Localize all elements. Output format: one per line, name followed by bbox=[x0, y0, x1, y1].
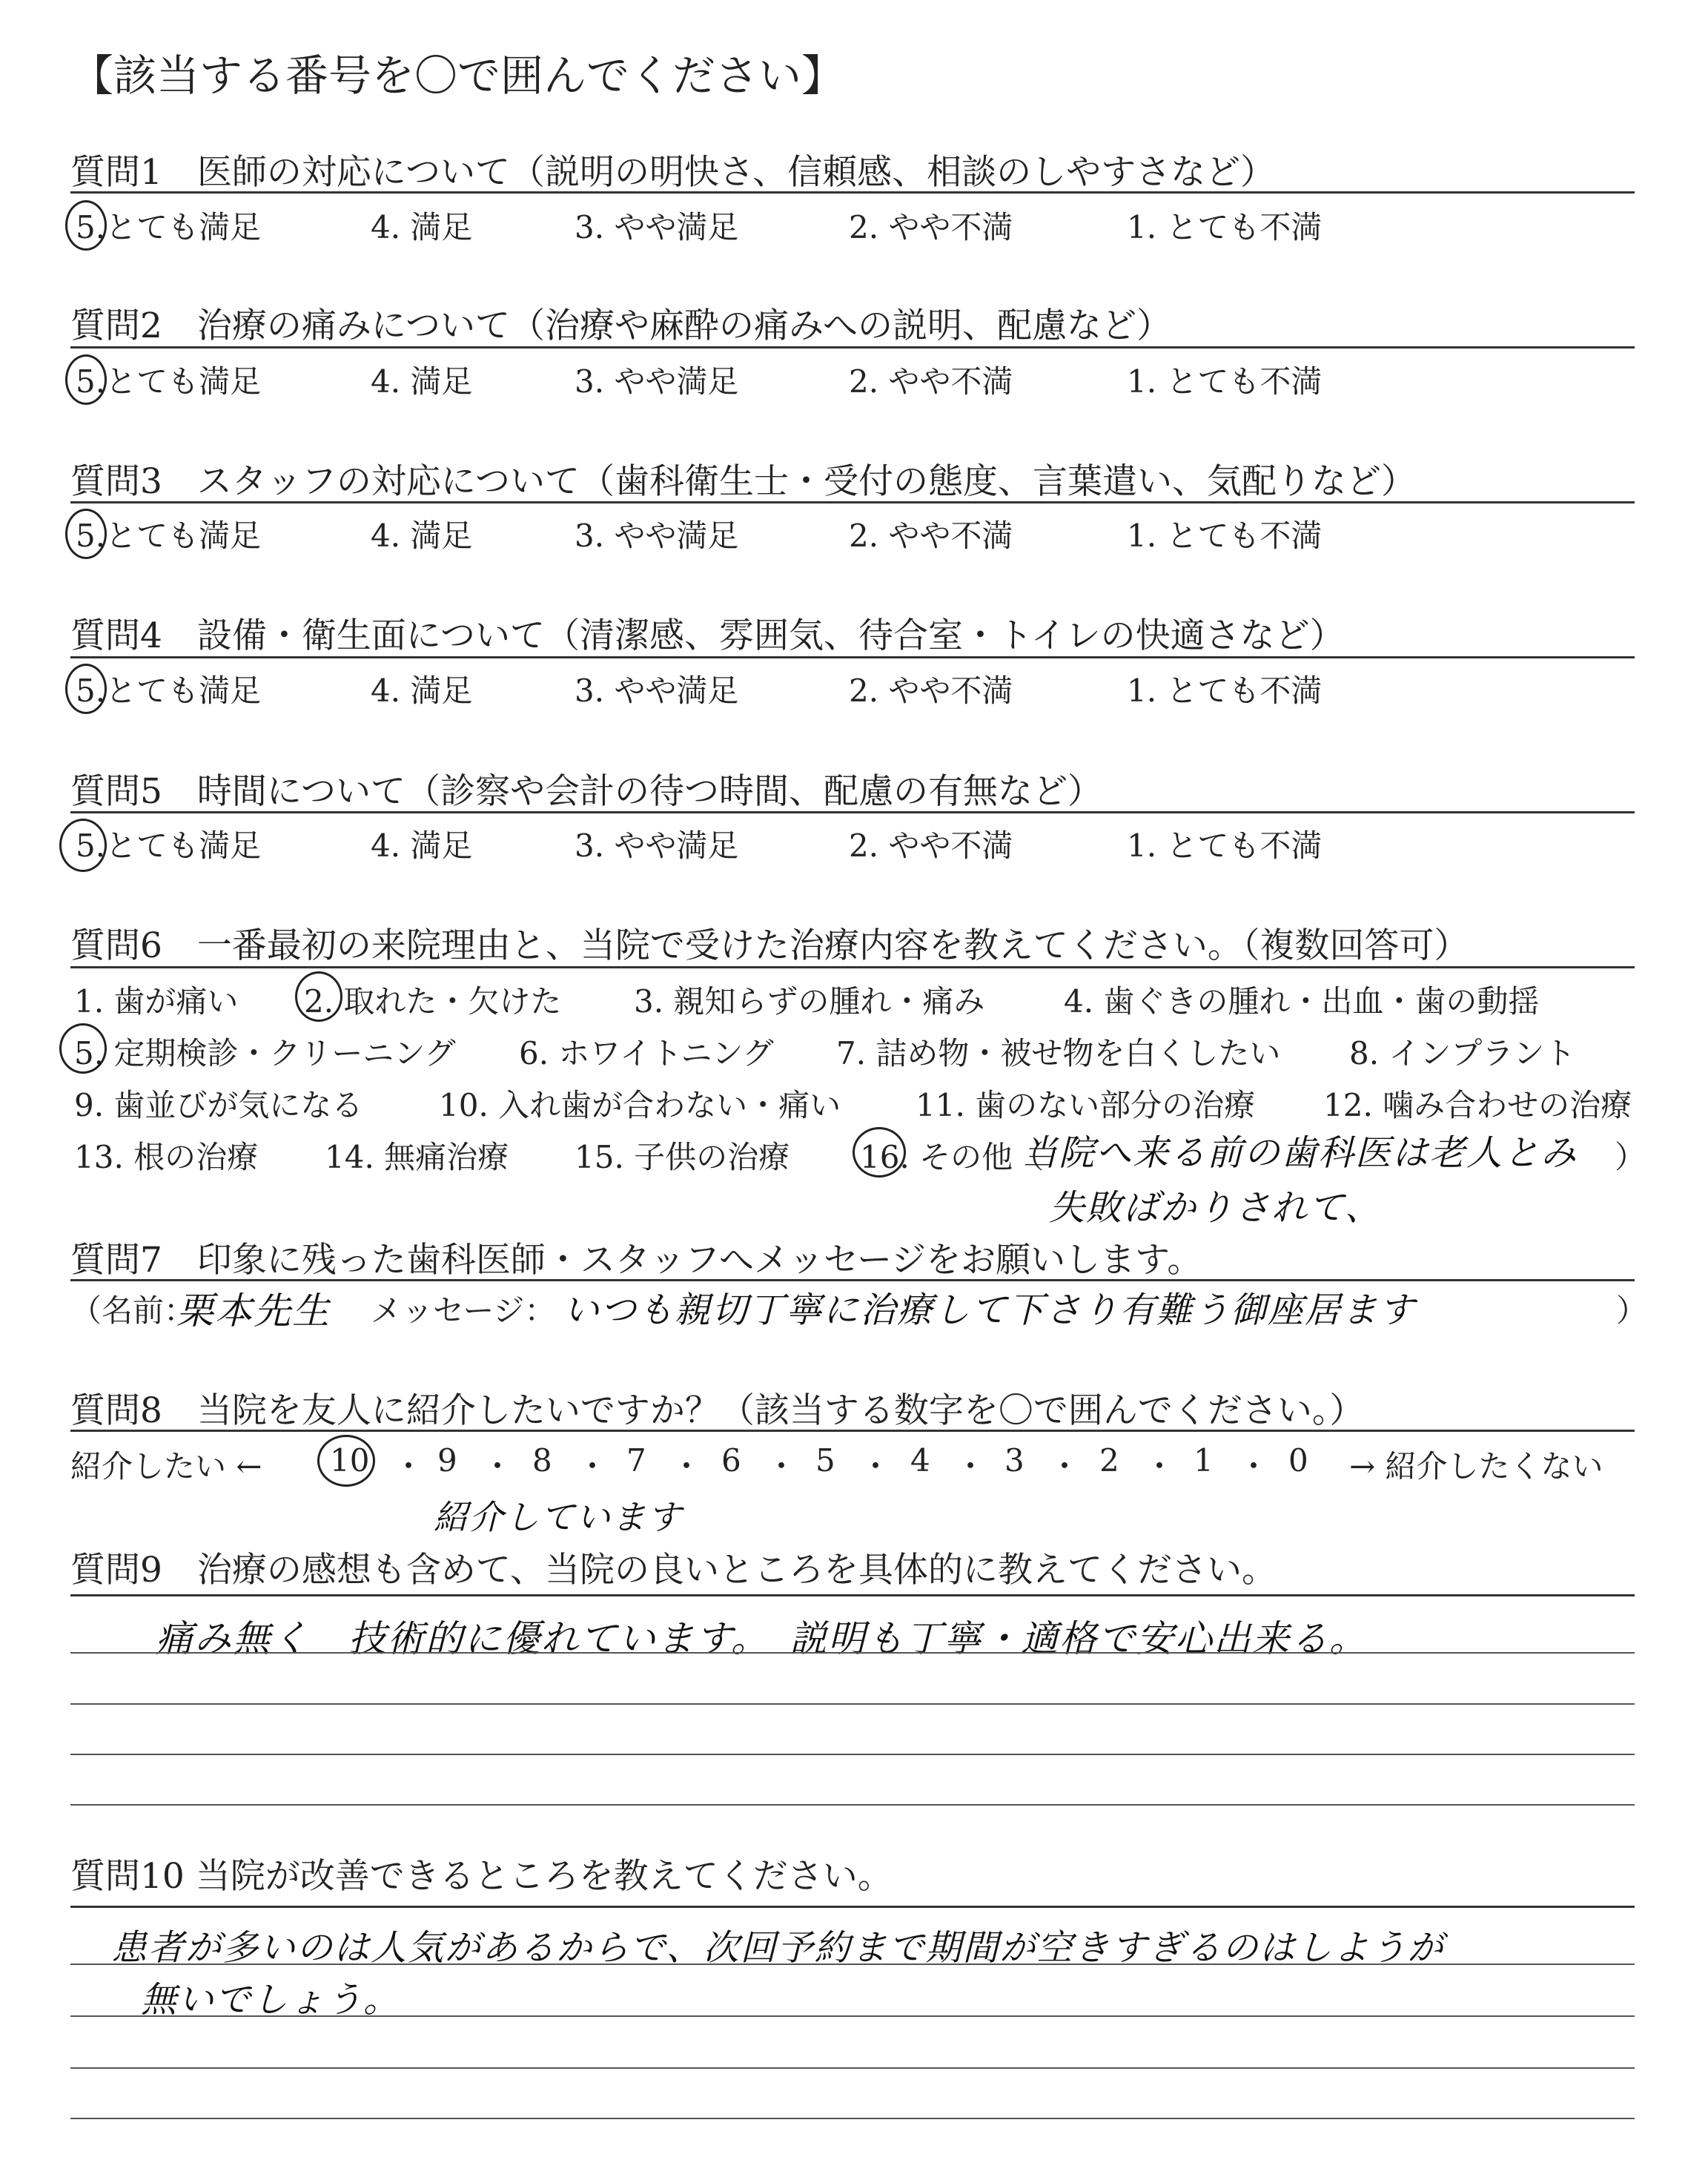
question-10-title: 質問10 当院が改善できるところを教えてください。 bbox=[70, 1856, 893, 1897]
q8-dot: ・ bbox=[482, 1448, 514, 1484]
q10-handwriting-1: 患者が多いのは人気があるからで、次回予約まで期間が空きすぎるのはしようが bbox=[111, 1927, 1445, 1969]
q8-handwriting: 紹介しています bbox=[434, 1497, 683, 1537]
q8-score-6[interactable]: 6 bbox=[721, 1442, 741, 1479]
q9-handwriting: 痛み無く 技術的に優れています。 説明も丁寧・適格で安心出来る。 bbox=[156, 1617, 1368, 1660]
q6-other-handwriting-2: 失敗ばかりされて、 bbox=[1049, 1187, 1383, 1229]
q1-option-5[interactable]: 5.とても満足 bbox=[76, 209, 262, 245]
q5-option-1[interactable]: 1. とても不満 bbox=[1127, 828, 1323, 864]
q2-option-4[interactable]: 4. 満足 bbox=[371, 363, 473, 400]
q6-option-5[interactable]: 5. 定期検診・クリーニング bbox=[74, 1035, 456, 1071]
question-9-title: 質問9 治療の感想も含めて、当院の良いところを具体的に教えてください。 bbox=[70, 1550, 1277, 1591]
q8-dot: ・ bbox=[955, 1448, 987, 1484]
q8-dot: ・ bbox=[1049, 1448, 1081, 1484]
q8-score-0[interactable]: 0 bbox=[1288, 1442, 1308, 1479]
q8-dot: ・ bbox=[1144, 1448, 1176, 1484]
page-header: 【該当する番号を〇で囲んでください】 bbox=[70, 50, 845, 101]
question-9-rule bbox=[70, 1594, 1635, 1596]
q8-score-2[interactable]: 2 bbox=[1099, 1442, 1119, 1479]
q6-option-10[interactable]: 10. 入れ歯が合わない・痛い bbox=[439, 1087, 841, 1123]
q4-option-4[interactable]: 4. 満足 bbox=[371, 673, 473, 709]
q4-option-2[interactable]: 2. やや不満 bbox=[849, 673, 1013, 709]
q5-option-5[interactable]: 5.とても満足 bbox=[76, 828, 262, 864]
q8-score-5[interactable]: 5 bbox=[815, 1442, 835, 1479]
question-6-rule bbox=[70, 966, 1635, 968]
q1-option-3[interactable]: 3. やや満足 bbox=[575, 209, 739, 245]
q8-left-label: 紹介したい ← bbox=[70, 1448, 262, 1484]
question-1-rule bbox=[70, 191, 1635, 194]
q10-writing-line bbox=[70, 2067, 1635, 2069]
q1-option-4[interactable]: 4. 満足 bbox=[371, 209, 473, 245]
q3-option-1[interactable]: 1. とても不満 bbox=[1127, 518, 1323, 554]
q6-option-8[interactable]: 8. インプラント bbox=[1349, 1035, 1576, 1071]
q8-score-1[interactable]: 1 bbox=[1194, 1442, 1214, 1479]
question-3-rule bbox=[70, 501, 1635, 503]
question-6-title: 質問6 一番最初の来院理由と、当院で受けた治療内容を教えてください。（複数回答可） bbox=[70, 925, 1469, 966]
q8-dot: ・ bbox=[577, 1448, 609, 1484]
question-4-rule bbox=[70, 656, 1635, 658]
q6-option-7[interactable]: 7. 詰め物・被せ物を白くしたい bbox=[836, 1035, 1281, 1071]
q3-option-3[interactable]: 3. やや満足 bbox=[575, 518, 739, 554]
q4-option-1[interactable]: 1. とても不満 bbox=[1127, 673, 1323, 709]
question-5-title: 質問5 時間について（診察や会計の待つ時間、配慮の有無など） bbox=[70, 771, 1102, 812]
q7-message-label: メッセージ： bbox=[371, 1292, 556, 1329]
q6-option-11[interactable]: 11. 歯のない部分の治療 bbox=[916, 1087, 1256, 1123]
q2-option-5[interactable]: 5.とても満足 bbox=[76, 363, 262, 400]
q6-other-close: ） bbox=[1615, 1139, 1646, 1175]
q9-writing-line bbox=[70, 1652, 1635, 1654]
question-1-title: 質問1 医師の対応について（説明の明快さ、信頼感、相談のしやすさなど） bbox=[70, 152, 1276, 193]
q4-option-3[interactable]: 3. やや満足 bbox=[575, 673, 739, 709]
q1-option-2[interactable]: 2. やや不満 bbox=[849, 209, 1013, 245]
q6-option-2[interactable]: 2. 取れた・欠けた bbox=[304, 983, 562, 1020]
q5-option-4[interactable]: 4. 満足 bbox=[371, 828, 473, 864]
question-7-title: 質問7 印象に残った歯科医師・スタッフへメッセージをお願いします。 bbox=[70, 1240, 1202, 1281]
question-5-rule bbox=[70, 811, 1635, 813]
q7-name-label: （名前： bbox=[70, 1292, 196, 1329]
q6-option-12[interactable]: 12. 噛み合わせの治療 bbox=[1323, 1087, 1632, 1123]
q7-close: ） bbox=[1616, 1292, 1648, 1329]
question-4-title: 質問4 設備・衛生面について（清潔感、雰囲気、待合室・トイレの快適さなど） bbox=[70, 615, 1345, 656]
question-8-rule bbox=[70, 1430, 1635, 1432]
question-3-title: 質問3 スタッフの対応について（歯科衛生士・受付の態度、言葉遣い、気配りなど） bbox=[70, 461, 1416, 502]
q1-option-1[interactable]: 1. とても不満 bbox=[1127, 209, 1323, 245]
q6-option-1[interactable]: 1. 歯が痛い bbox=[74, 983, 239, 1020]
q6-option-9[interactable]: 9. 歯並びが気になる bbox=[74, 1087, 363, 1123]
q8-right-label: → 紹介したくない bbox=[1349, 1448, 1603, 1484]
q3-option-5[interactable]: 5.とても満足 bbox=[76, 518, 262, 554]
q4-option-5[interactable]: 5.とても満足 bbox=[76, 673, 262, 709]
q2-option-2[interactable]: 2. やや不満 bbox=[849, 363, 1013, 400]
q10-handwriting-2: 無いでしょう。 bbox=[141, 1979, 401, 2021]
question-2-rule bbox=[70, 346, 1635, 349]
q8-score-10[interactable]: 10 bbox=[330, 1442, 370, 1479]
question-2-title: 質問2 治療の痛みについて（治療や麻酔の痛みへの説明、配慮など） bbox=[70, 305, 1172, 346]
q8-score-9[interactable]: 9 bbox=[437, 1442, 457, 1479]
question-8-title: 質問8 当院を友人に紹介したいですか？（該当する数字を〇で囲んでください。） bbox=[70, 1390, 1365, 1431]
q9-writing-line bbox=[70, 1703, 1635, 1705]
q3-option-4[interactable]: 4. 満足 bbox=[371, 518, 473, 554]
q6-option-14[interactable]: 14. 無痛治療 bbox=[325, 1139, 509, 1175]
q6-option-13[interactable]: 13. 根の治療 bbox=[74, 1139, 259, 1175]
q3-option-2[interactable]: 2. やや不満 bbox=[849, 518, 1013, 554]
q6-option-16[interactable]: 16. その他（ bbox=[860, 1139, 1045, 1175]
q8-dot: ・ bbox=[393, 1448, 425, 1484]
q8-dot: ・ bbox=[860, 1448, 892, 1484]
q8-score-7[interactable]: 7 bbox=[626, 1442, 646, 1479]
q10-writing-line bbox=[70, 2015, 1635, 2017]
q8-score-8[interactable]: 8 bbox=[532, 1442, 552, 1479]
q8-dot: ・ bbox=[766, 1448, 798, 1484]
q5-option-3[interactable]: 3. やや満足 bbox=[575, 828, 739, 864]
q2-option-1[interactable]: 1. とても不満 bbox=[1127, 363, 1323, 400]
q7-name-handwriting: 栗本先生 bbox=[176, 1289, 331, 1332]
q6-option-3[interactable]: 3. 親知らずの腫れ・痛み bbox=[634, 983, 985, 1020]
q10-writing-line bbox=[70, 2118, 1635, 2119]
q2-option-3[interactable]: 3. やや満足 bbox=[575, 363, 739, 400]
q6-other-handwriting-1: 当院へ来る前の歯科医は老人とみ bbox=[1022, 1132, 1578, 1174]
q6-option-4[interactable]: 4. 歯ぐきの腫れ・出血・歯の動揺 bbox=[1064, 983, 1540, 1020]
q9-writing-line bbox=[70, 1804, 1635, 1806]
question-10-rule bbox=[70, 1906, 1635, 1908]
q6-option-6[interactable]: 6. ホワイトニング bbox=[519, 1035, 774, 1071]
q6-option-15[interactable]: 15. 子供の治療 bbox=[575, 1139, 790, 1175]
q8-dot: ・ bbox=[1238, 1448, 1270, 1484]
q8-dot: ・ bbox=[671, 1448, 703, 1484]
q8-score-3[interactable]: 3 bbox=[1004, 1442, 1025, 1479]
q10-writing-line bbox=[70, 1964, 1635, 1965]
q5-option-2[interactable]: 2. やや不満 bbox=[849, 828, 1013, 864]
q8-score-4[interactable]: 4 bbox=[910, 1442, 930, 1479]
q9-writing-line bbox=[70, 1754, 1635, 1755]
q7-message-handwriting: いつも親切丁寧に治療して下さり有難う御座居ます bbox=[563, 1289, 1417, 1331]
